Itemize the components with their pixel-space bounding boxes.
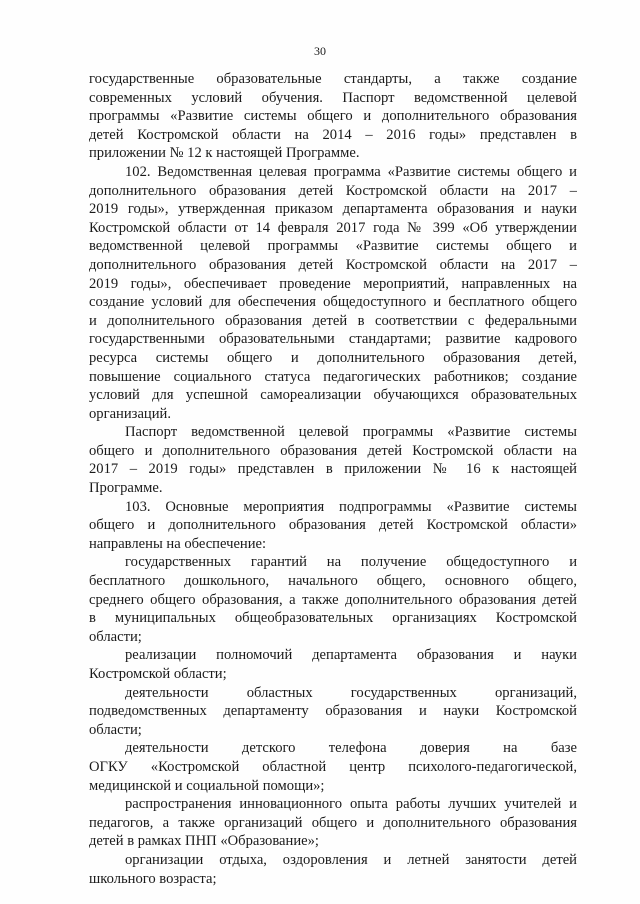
text-line: ведомственной целевой программы «Развитие системы общего и: [89, 238, 577, 255]
text-line: государственные образовательные стандарты, а также создание: [89, 71, 577, 87]
text-line: Паспорт ведомственной целевой программы «Развитие системы: [125, 424, 577, 441]
text-line: медицинской и социальной помощи»;: [89, 777, 325, 794]
text-line: дополнительного образования детей Костромской области на 2017 –: [89, 182, 577, 199]
page-number: 30: [314, 44, 326, 58]
text-line: и дополнительного образования детей в соответствии с федеральными: [89, 312, 577, 329]
text-line: педагогов, а также организаций общего и дополнительного образования: [89, 814, 577, 831]
text-line: 2019 годы», утвержденная приказом департамента образования и науки: [89, 201, 577, 218]
text-line: государственными образовательными стандартами; развитие кадрового: [89, 331, 577, 348]
text-line: Программе.: [89, 480, 163, 497]
text-line: Костромской области от 14 февраля 2017 года № 399 «Об утверждении: [89, 219, 577, 236]
text-line: общего и дополнительного образования детей Костромской области»: [89, 517, 577, 534]
text-line: распространения инновационного опыта работы лучших учителей и: [125, 796, 577, 813]
text-line: 103. Основные мероприятия подпрограммы «Развитие системы: [125, 498, 577, 515]
text-line: повышение социального статуса педагогических работников; создание: [89, 368, 577, 385]
text-line: организаций.: [89, 405, 171, 422]
text-line: организации отдыха, оздоровления и летней занятости детей: [125, 851, 577, 868]
text-line: реализации полномочий департамента образования и науки: [125, 647, 577, 664]
text-line: направлены на обеспечение:: [89, 535, 267, 552]
text-line: детей в рамках ПНП «Образование»;: [89, 833, 319, 850]
text-line: Костромской области;: [89, 666, 227, 682]
text-line: 2019 годы», обеспечивает проведение мероприятий, направленных на: [89, 275, 577, 292]
text-line: современных условий обучения. Паспорт ведомственной целевой: [89, 89, 577, 106]
text-line: области;: [89, 628, 142, 645]
text-line: дополнительного образования детей Костромской области на 2017 –: [89, 256, 577, 273]
text-line: деятельности детского телефона доверия на базе: [125, 740, 577, 757]
text-line: 102. Ведомственная целевая программа «Развитие системы общего и: [125, 163, 577, 180]
text-line: программы «Развитие системы общего и дополнительного образования: [89, 108, 577, 125]
text-line: ресурса системы общего и дополнительного образования детей,: [89, 349, 577, 366]
text-line: бесплатного дошкольного, начального общего, основного общего,: [89, 573, 577, 590]
text-line: общего и дополнительного образования детей Костромской области на: [89, 442, 577, 459]
text-line: приложении № 12 к настоящей Программе.: [89, 145, 360, 162]
text-line: в муниципальных общеобразовательных организациях Костромской: [89, 610, 577, 627]
text-line: создание условий для обеспечения общедоступного и бесплатного общего: [89, 294, 577, 311]
text-line: 2017 – 2019 годы» представлен в приложении № 16 к настоящей: [89, 461, 577, 478]
text-line: условий для успешной самореализации обучающихся образовательных: [89, 387, 577, 404]
text-line: детей Костромской области на 2014 – 2016 годы» представлен в: [89, 126, 577, 143]
text-line: ОГКУ «Костромской областной центр психолого-педагогической,: [89, 758, 577, 775]
text-line: подведомственных департаменту образования и науки Костромской: [89, 703, 577, 720]
text-line: школьного возраста;: [89, 870, 217, 887]
text-line: государственных гарантий на получение общедоступного и: [125, 554, 577, 571]
text-line: среднего общего образования, а также дополнительного образования детей: [89, 591, 577, 608]
text-line: области;: [89, 721, 142, 738]
text-line: деятельности областных государственных организаций,: [125, 684, 577, 701]
document-body: [89, 70, 577, 888]
